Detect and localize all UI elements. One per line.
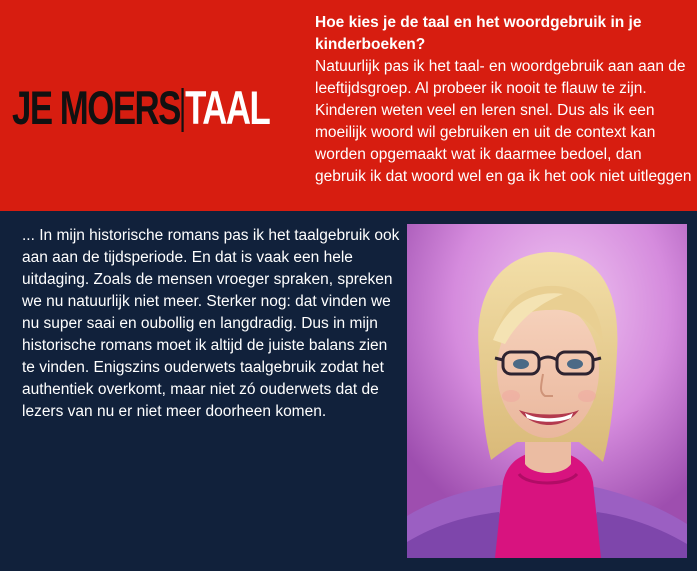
logo	[12, 81, 270, 134]
header-band	[0, 0, 697, 211]
interview-question: Hoe kies je de taal en het woordgebruik in je kinderboeken?	[315, 14, 642, 53]
body-answer: ... In mijn historische romans pas ik het taalgebruik ook aan aan de tijdsperiode. En dat is vaak een hele uitdaging. Zoals de mensen vroeger spraken, spreken we nu natuurlijk niet meer. Sterker nog: dat vinden we nu super saai en oubollig en langdradig. Dus in mijn historische romans moet ik altijd de juiste balans zien te vinden. Enigszins ouderwets taalgebruik zodat het authentiek overkomt, maar niet zó ouderwets dat de lezers van nu er niet meer doorheen komen.	[22, 227, 400, 420]
logo-text-light: TAAL	[185, 81, 270, 134]
intro-answer: Natuurlijk pas ik het taal- en woordgebruik aan aan de leeftijdsgroep. Al probeer ik nooit te flauw te zijn. Kinderen weten veel en leren snel. Dus als ik een moeilijk woord wil gebruiken en uit de context kan worden opgemaakt wat ik daarmee bedoel, dan gebruik ik dat woord wel en ga ik het ook niet uitleggen	[315, 58, 692, 185]
logo-text-dark: JE MOERS	[12, 84, 185, 132]
author-portrait-photo	[407, 224, 687, 558]
